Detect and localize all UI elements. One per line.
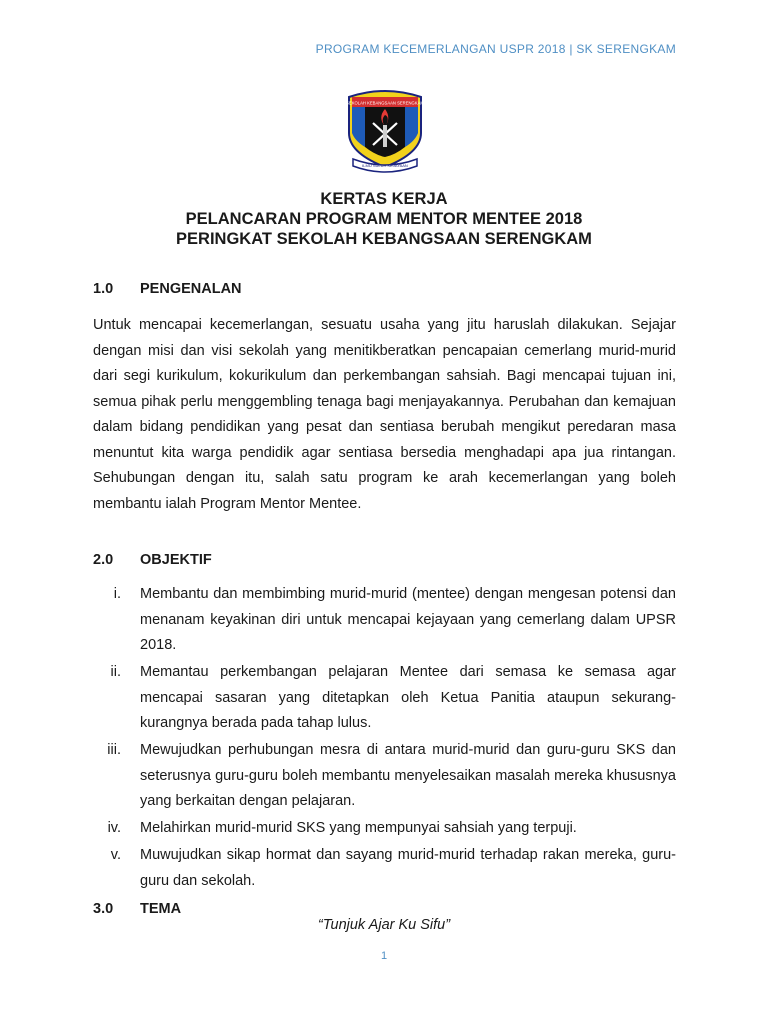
objectives-list: [93, 582, 676, 896]
list-item-text: Memantau perkembangan pelajaran Mentee dari semasa ke semasa agar mencapai sasaran yang ditetapkan oleh Ketua Panitia ataupun sekurang-kurangnya berada pada tahap lulus.: [140, 664, 676, 731]
section-1-title: PENGENALAN: [140, 281, 242, 297]
list-item: [93, 738, 676, 815]
list-item-text: Melahirkan murid-murid SKS yang mempunyai sahsiah yang terpuji.: [140, 820, 577, 836]
title-line-3: PERINGKAT SEKOLAH KEBANGSAAN SERENGKAM: [176, 230, 592, 248]
title-line-1: KERTAS KERJA: [320, 190, 448, 208]
list-item: [93, 660, 676, 737]
section-2-number: 2.0: [93, 552, 114, 568]
list-marker: iv.: [107, 820, 121, 836]
crest-banner-text: SEKOLAH KEBANGSAAN SERENGKAM: [346, 100, 424, 106]
section-1-body: Untuk mencapai kecemerlangan, sesuatu usaha yang jitu haruslah dilakukan. Sejajar dengan misi dan visi sekolah yang menitikberatkan pencapaian cemerlang murid-murid dari segi kurikulum, kokurikulum dan perkembangan sahsiah. Bagi mencapai tujuan ini, semua pihak perlu menggembling tenaga bagi menjayakannya. Perubahan dan kemajuan dalam bidang pendidikan yang pesat dan sentiasa berubah mengikut peredaran masa menuntut kita warga pendidik agar sentiasa bersedia menghadapi apa jua rintangan. Sehubungan dengan itu, salah satu program ke arah kecemerlangan yang boleh membantu ialah Program Mentor Mentee.: [93, 317, 676, 512]
list-marker: iii.: [107, 742, 121, 758]
list-marker: i.: [113, 586, 121, 602]
section-1-number: 1.0: [93, 281, 114, 297]
list-item-text: Membantu dan membimbing murid-murid (mentee) dengan mengesan potensi dan menanam keyakinan diri untuk mencapai kejayaan yang cemerlang dalam UPSR 2018.: [140, 586, 676, 653]
page-number: 1: [380, 950, 388, 962]
section-2-heading: [93, 552, 212, 568]
school-crest-logo: [343, 87, 427, 173]
section-3-title: TEMA: [140, 901, 182, 917]
running-header: PROGRAM KECEMERLANGAN USPR 2018 | SK SERENGKAM: [315, 42, 676, 56]
list-item: [93, 582, 676, 659]
section-3-number: 3.0: [93, 901, 114, 917]
title-line-2: PELANCARAN PROGRAM MENTOR MENTEE 2018: [185, 210, 583, 228]
document-title: [0, 189, 768, 249]
list-item: [93, 816, 676, 842]
list-item: [93, 843, 676, 894]
list-marker: ii.: [110, 664, 121, 680]
section-3-heading: [93, 901, 181, 917]
section-2-title: OBJEKTIF: [140, 552, 212, 568]
crest-motto-text: ILMU SULUH KEJAYAAN: [362, 163, 408, 168]
section-1-heading: [93, 281, 242, 297]
theme-quote: “Tunjuk Ajar Ku Sifu”: [317, 917, 451, 933]
list-item-text: Muwujudkan sikap hormat dan sayang murid-murid terhadap rakan mereka, guru-guru dan sekolah.: [140, 847, 676, 889]
list-marker: v.: [110, 847, 121, 863]
list-item-text: Mewujudkan perhubungan mesra di antara murid-murid dan guru-guru SKS dan seterusnya guru-guru boleh membantu menyelesaikan masalah mereka khususnya yang berkaitan dengan pelajaran.: [140, 742, 676, 809]
